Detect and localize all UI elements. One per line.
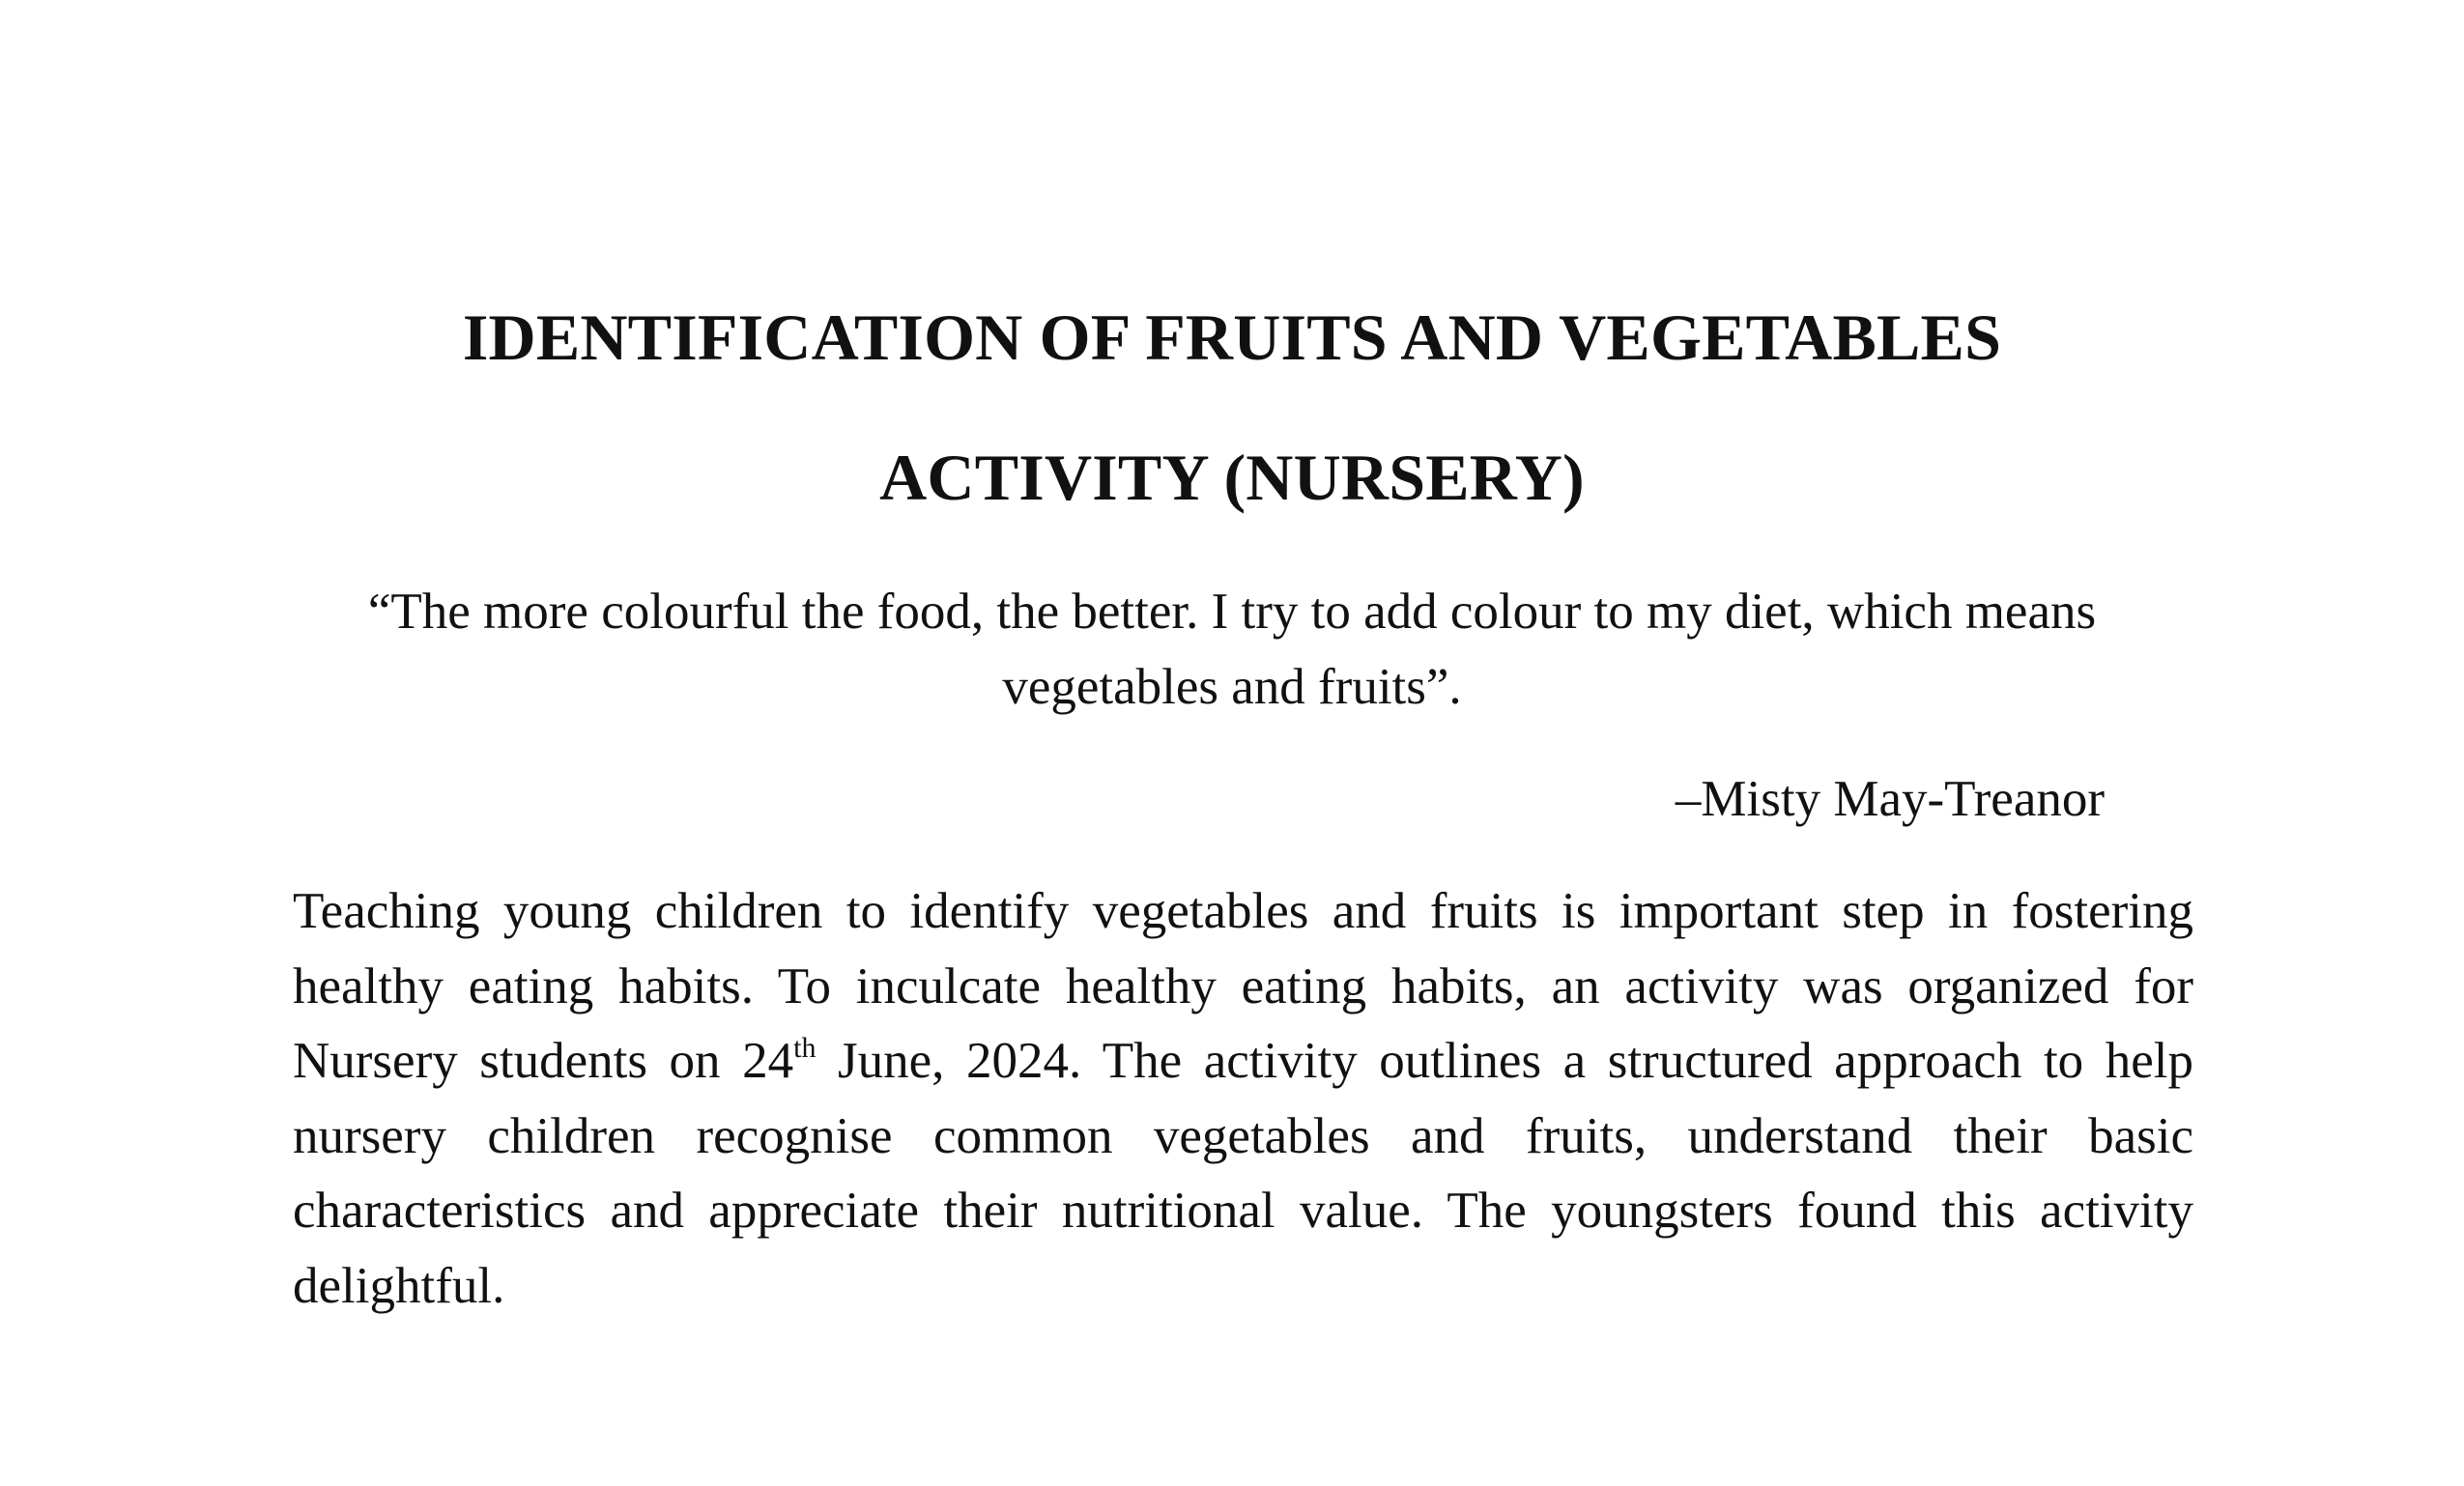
body-paragraph	[293, 874, 2193, 1324]
quote-text: “The more colourful the food, the better. I try to add colour to my diet, which means vegetables and fruits”.	[367, 584, 2097, 715]
body-paragraph-part-1: Teaching young children to identify vegetables and fruits is important step in fostering healthy eating habits. To inculcate healthy eating habits, an activity was organized for Nursery students on 24	[293, 883, 2193, 1089]
document-title-line-2: ACTIVITY (NURSERY)	[879, 441, 1585, 514]
body-paragraph-part-2: June, 2024. The activity outlines a structured approach to help nursery children recognise common vegetables and fruits, understand their basic characteristics and appreciate their nutritional value. The youngsters found this activity delightful.	[293, 1033, 2193, 1314]
document-title-line-1: IDENTIFICATION OF FRUITS AND VEGETABLES	[462, 300, 2002, 374]
quote-attribution: –Misty May-Treanor	[1675, 771, 2105, 827]
date-ordinal-superscript: th	[793, 1032, 817, 1065]
